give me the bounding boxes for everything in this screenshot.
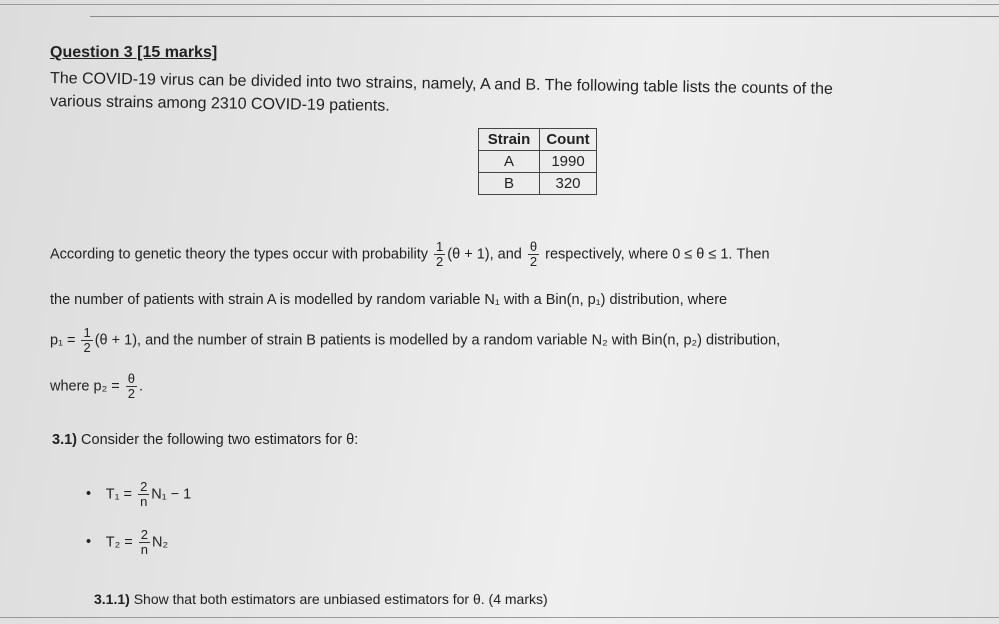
table-cell: 320 — [540, 173, 597, 195]
theory-text: (θ + 1), and the number of strain B patients is modelled by a random variable N₂ with Bin(n, p₂) distribution, — [94, 332, 781, 349]
table-row — [479, 173, 597, 195]
table-cell: A — [479, 151, 540, 173]
fraction-denominator: n — [140, 494, 148, 509]
strain-count-table — [478, 128, 597, 195]
theory-text: According to genetic theory the types occur with probability — [50, 246, 429, 263]
part-text: Consider the following two estimators for θ: — [81, 432, 359, 448]
fraction — [126, 372, 137, 401]
table-row — [479, 151, 597, 173]
fraction-numerator: 2 — [140, 479, 148, 494]
estimator-rhs: N₁ − 1 — [151, 486, 192, 503]
fraction — [139, 528, 150, 557]
bullet-icon: • — [86, 486, 92, 503]
table-header: Count — [540, 129, 597, 151]
fraction-denominator: n — [140, 542, 149, 557]
theory-text: respectively, where 0 ≤ θ ≤ 1. Then — [545, 246, 770, 263]
table-header-row — [479, 129, 597, 151]
table-cell: 1990 — [540, 151, 597, 173]
estimator-rhs: N₂ — [152, 534, 169, 551]
part-label: 3.1) — [52, 432, 77, 448]
divider-line — [0, 4, 999, 5]
bullet-icon: • — [86, 534, 92, 551]
fraction-numerator: 1 — [83, 325, 91, 340]
fraction-numerator: 2 — [140, 527, 149, 542]
fraction — [434, 240, 445, 269]
theory-text: p₁ = — [50, 332, 76, 349]
question-title: Question 3 [15 marks] — [50, 44, 218, 61]
fraction-numerator: θ — [127, 371, 135, 386]
table-header: Strain — [479, 129, 540, 151]
theory-text: (θ + 1), and — [447, 246, 522, 263]
fraction-denominator: 2 — [127, 386, 135, 401]
part-3-1-1 — [94, 591, 548, 607]
fraction — [81, 326, 92, 355]
theory-line-2: the number of patients with strain A is modelled by random variable N₁ with a Bin(n, p₁) distribution, where — [50, 292, 728, 308]
estimator-lhs: T₂ = — [105, 534, 133, 551]
theory-line-1 — [50, 240, 770, 269]
intro-line-2: various strains among 2310 COVID-19 patients. — [49, 93, 390, 115]
fraction-numerator: 1 — [436, 239, 444, 254]
fraction-denominator: 2 — [436, 254, 444, 269]
part-label: 3.1.1) — [94, 591, 130, 607]
table-cell: B — [479, 173, 540, 195]
estimator-lhs: T₁ = — [105, 486, 133, 503]
divider-line — [90, 16, 999, 17]
fraction — [528, 240, 539, 269]
intro-line-1: The COVID-19 virus can be divided into two strains, namely, A and B. The following table lists the counts of the — [49, 70, 833, 98]
divider-line — [0, 617, 999, 618]
theory-line-3 — [50, 326, 780, 355]
theory-line-4: where p₂ = $\frac{\theta}{2}$ . — [50, 371, 144, 401]
fraction-numerator: θ — [529, 239, 538, 254]
fraction-denominator: 2 — [529, 254, 538, 269]
theory-text: where p₂ = — [50, 378, 120, 395]
estimator-1 — [86, 480, 191, 509]
part-3-1 — [52, 432, 358, 448]
fraction — [138, 480, 149, 509]
part-text: Show that both estimators are unbiased estimators for θ. (4 marks) — [133, 591, 548, 607]
fraction-denominator: 2 — [83, 340, 91, 355]
estimator-2 — [86, 528, 168, 557]
